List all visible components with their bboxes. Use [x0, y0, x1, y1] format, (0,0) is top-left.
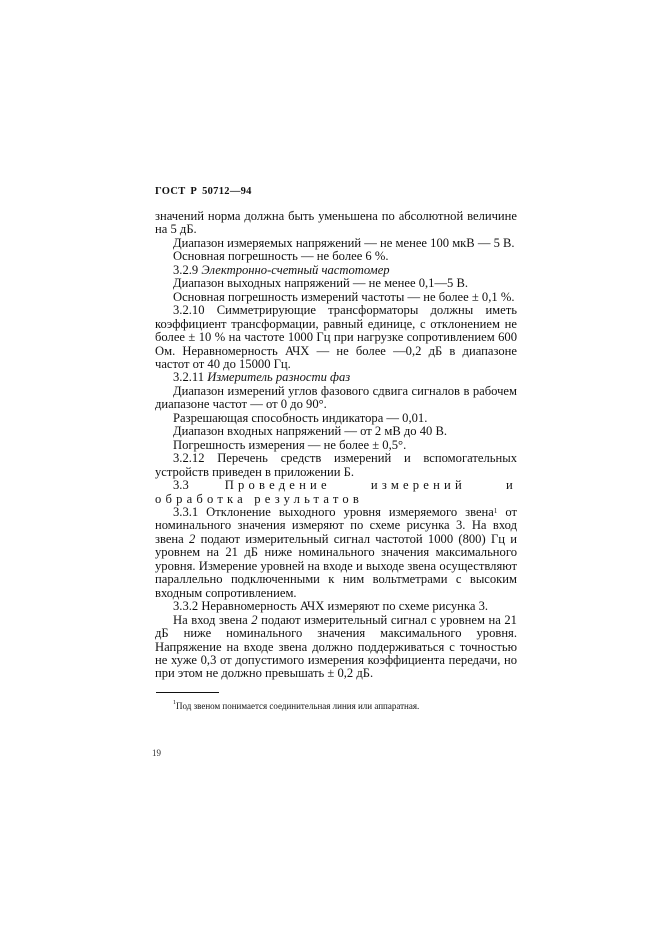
paragraph: Диапазон входных напряжений — от 2 мВ до 40 В.: [173, 424, 448, 439]
heading-number: 3.2.9: [173, 262, 199, 277]
footnote: [173, 701, 419, 711]
heading-title: Измеритель разности фаз: [207, 370, 351, 385]
italic-run: 2: [189, 531, 196, 546]
footnote-text: Под звеном понимается соединительная линия или аппаратная.: [176, 701, 420, 711]
paragraph: Основная погрешность измерений частоты — не более ± 0,1 %.: [173, 289, 515, 304]
paragraph: Диапазон выходных напряжений — не менее 0,1—5 В.: [173, 276, 469, 291]
paragraph: 3.3.2 Неравномерность АЧХ измеряют по схеме рисунка 3.: [173, 599, 489, 614]
paragraph: [155, 506, 517, 600]
italic-run: 2: [251, 612, 258, 627]
heading-number: 3.2.11: [173, 370, 205, 385]
footnote-marker: 1: [173, 700, 176, 706]
document-body: [155, 210, 517, 681]
paragraph: Диапазон измерений углов фазового сдвига сигналов в рабочем диапазоне частот — от 0 до 90°.: [155, 383, 517, 412]
subsection-heading: [155, 264, 517, 277]
footnote-marker: 1: [493, 506, 498, 515]
text-run: подают измерительный сигнал частотой 1000 (800) Гц и уровнем на 21 дБ ниже номинального значения максимального уровня. Измерение уровней на входе и выходе звена осуществляют параллельно подключенными к ним вольтметрами с высоким входным сопротивлением.: [155, 531, 517, 600]
text-run: от номинального значения измеряют по схеме рисунка 3. На вход звена: [155, 504, 517, 546]
text-run: На вход звена: [173, 612, 252, 627]
document-header: ГОСТ Р 50712—94: [155, 186, 252, 197]
paragraph: [155, 614, 517, 681]
paragraph: 3.2.10 Симметрирующие трансформаторы должны иметь коэффициент трансформации, равный единице, с отклонением не более ± 10 % на частоте 1000 Гц при нагрузке сопротивлением 600 Ом. Неравномерность АЧХ — не более —0,2 дБ в диапазоне частот от 40 до 15000 Гц.: [155, 303, 517, 371]
text-run: подают измерительный сигнал с уровнем на 21 дБ ниже номинального значения максимального уровня. Напряжение на входе звена должно поддерживаться с точностью не хуже 0,3 от допустимого измерения коэффициента передачи, но при этом не должно превышать ± 0,2 дБ.: [155, 612, 517, 681]
section-number: 3.3: [173, 478, 189, 493]
section-title: Проведение измерений и обработка результатов: [155, 478, 517, 506]
paragraph: Погрешность измерения — не более ± 0,5°.: [173, 437, 407, 452]
text-run: 3.3.1 Отклонение выходного уровня измеряемого звена: [173, 504, 494, 519]
paragraph: Разрешающая способность индикатора — 0,01.: [173, 410, 428, 425]
footnote-rule: [156, 692, 219, 693]
page-number: 19: [152, 748, 161, 758]
paragraph: 3.2.12 Перечень средств измерений и вспомогательных устройств приведен в приложении Б.: [155, 451, 517, 479]
subsection-heading: [155, 371, 517, 384]
paragraph: Диапазон измеряемых напряжений — не менее 100 мкВ — 5 В.: [173, 235, 515, 250]
paragraph: Основная погрешность — не более 6 %.: [173, 249, 389, 264]
heading-title: Электронно-счетный частотомер: [201, 262, 390, 277]
paragraph: значений норма должна быть уменьшена по абсолютной величине на 5 дБ.: [155, 209, 517, 237]
section-heading: [155, 479, 517, 506]
